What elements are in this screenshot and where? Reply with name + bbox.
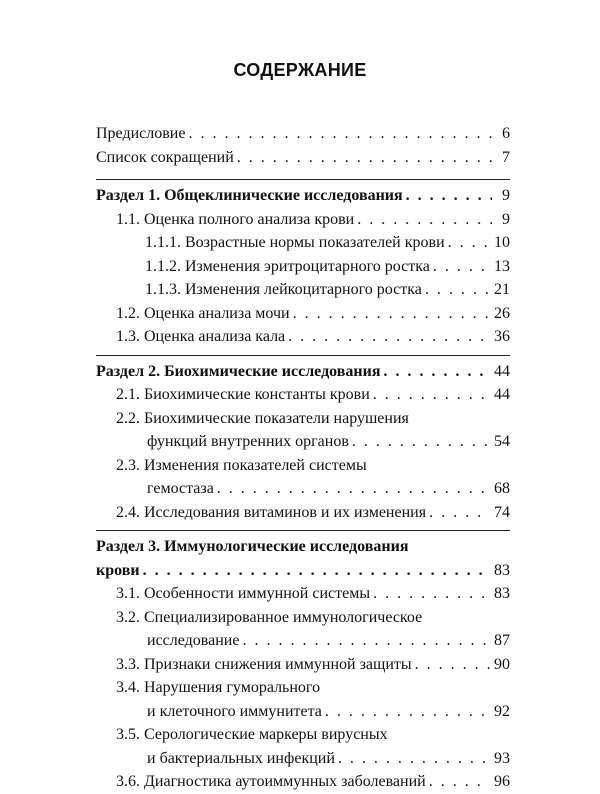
table-of-contents [96, 122, 510, 794]
dot-leader [217, 477, 490, 501]
toc-page-number: 83 [494, 585, 510, 602]
toc-section-title: крови [96, 561, 140, 579]
toc-page-number: 93 [494, 749, 510, 767]
toc-entry-3-4-line1[interactable]: 3.4. Нарушения гуморального [116, 679, 321, 696]
dot-leader [406, 184, 492, 208]
dot-leader [433, 255, 490, 279]
dot-leader [357, 208, 492, 232]
section-divider [96, 530, 510, 531]
toc-page-number: 6 [502, 125, 510, 142]
dot-leader [293, 302, 490, 326]
toc-entry-3-5-line1[interactable]: 3.5. Серологические маркеры вирусных [116, 726, 388, 743]
toc-entry-3-5[interactable] [96, 747, 510, 771]
toc-entry-1-1[interactable] [96, 208, 510, 232]
toc-entry-1-1-1[interactable] [96, 231, 510, 255]
toc-entry-title: Список сокращений [96, 148, 234, 166]
toc-page-number: 7 [502, 148, 510, 166]
toc-page-number: 9 [502, 187, 510, 204]
toc-entry-2-2-line1[interactable]: 2.2. Биохимические показатели нарушения [116, 409, 409, 427]
toc-entry-3-2[interactable] [96, 629, 510, 653]
toc-entry-3-3[interactable] [96, 653, 510, 677]
toc-entry-1-2[interactable] [96, 302, 510, 326]
toc-entry-2-2[interactable] [96, 430, 510, 454]
toc-entry-1-1-2[interactable] [96, 255, 510, 279]
toc-page-number: 9 [502, 210, 510, 228]
toc-page-number: 87 [494, 632, 510, 649]
dot-leader [373, 582, 490, 606]
toc-entry-1-1-3[interactable] [96, 278, 510, 302]
toc-entry-3-6[interactable] [96, 770, 510, 794]
toc-page-number: 21 [494, 281, 510, 298]
toc-page-number: 26 [494, 304, 510, 322]
toc-page-number: 68 [494, 480, 510, 497]
toc-page-number: 54 [494, 433, 510, 450]
toc-entry-title: 1.2. Оценка анализа мочи [116, 304, 290, 322]
dot-leader [325, 700, 490, 724]
toc-page-number: 44 [494, 386, 510, 403]
toc-entry-title: 2.4. Исследования витаминов и их изменения [116, 503, 427, 521]
toc-entry-title: 3.3. Признаки снижения иммунной защиты [116, 655, 412, 673]
toc-entry-title: 1.1. Оценка полного анализа крови [116, 210, 355, 228]
toc-page-number: 44 [494, 362, 510, 380]
dot-leader [384, 360, 491, 384]
dot-leader [429, 501, 490, 525]
toc-page-number: 13 [494, 257, 510, 275]
toc-entry-abbreviations[interactable] [96, 146, 510, 170]
toc-section-title: Раздел 1. Общеклинические исследования [96, 187, 403, 204]
toc-entry-2-3[interactable] [96, 477, 510, 501]
toc-page-number: 10 [494, 234, 510, 251]
dot-leader [338, 747, 490, 771]
toc-entry-3-4[interactable] [96, 700, 510, 724]
toc-entry-title: 2.1. Биохимические константы крови [116, 386, 370, 403]
dot-leader [415, 653, 490, 677]
toc-entry-title: 1.3. Оценка анализа кала [116, 328, 286, 345]
toc-entry-title: 1.1.3. Изменения лейкоцитарного ростка [145, 281, 422, 298]
toc-entry-title: исследование [147, 632, 240, 649]
toc-entry-title: 3.6. Диагностика аутоиммунных заболеваний [116, 773, 426, 790]
dot-leader [373, 383, 490, 407]
toc-entry-title: 1.1.1. Возрастные нормы показателей крови [145, 234, 445, 251]
toc-entry-title: 3.1. Особенности иммунной системы [116, 585, 371, 602]
dot-leader [143, 559, 490, 583]
toc-entry-title: Предисловие [96, 125, 186, 142]
toc-page-number: 83 [494, 561, 510, 579]
toc-page-number: 96 [494, 773, 510, 790]
section-divider [96, 355, 510, 356]
toc-entry-title: и клеточного иммунитета [147, 702, 322, 720]
toc-section-1-heading[interactable] [96, 184, 510, 208]
dot-leader [237, 146, 492, 170]
toc-entry-title: функций внутренних органов [147, 433, 349, 450]
dot-leader [425, 278, 490, 302]
toc-page-number: 74 [494, 503, 510, 521]
toc-section-3-heading-line1[interactable]: Раздел 3. Иммунологические исследования [96, 538, 409, 555]
dot-leader [242, 629, 490, 653]
toc-page-number: 90 [494, 655, 510, 673]
toc-entry-2-1[interactable] [96, 383, 510, 407]
toc-section-3-heading[interactable] [96, 559, 510, 583]
toc-entry-3-1[interactable] [96, 582, 510, 606]
toc-page-number: 92 [494, 702, 510, 720]
toc-entry-3-2-line1[interactable]: 3.2. Специализированное иммунологическое [116, 608, 423, 626]
dot-leader [352, 430, 490, 454]
toc-section-title: Раздел 2. Биохимические исследования [96, 362, 381, 380]
dot-leader [448, 231, 490, 255]
dot-leader [288, 325, 490, 349]
dot-leader [429, 770, 490, 794]
toc-entry-preface[interactable] [96, 122, 510, 146]
page-title: СОДЕРЖАНИЕ [233, 60, 367, 80]
toc-page-number: 36 [494, 328, 510, 345]
dot-leader [188, 122, 492, 146]
toc-entry-1-3[interactable] [96, 325, 510, 349]
toc-entry-2-3-line1[interactable]: 2.3. Изменения показателей системы [116, 456, 367, 474]
toc-entry-title: и бактериальных инфекций [147, 749, 335, 767]
toc-entry-2-4[interactable] [96, 501, 510, 525]
section-divider [96, 179, 510, 180]
toc-entry-title: 1.1.2. Изменения эритроцитарного ростка [145, 257, 430, 275]
toc-entry-title: гемостаза [147, 480, 214, 497]
toc-section-2-heading[interactable] [96, 360, 510, 384]
